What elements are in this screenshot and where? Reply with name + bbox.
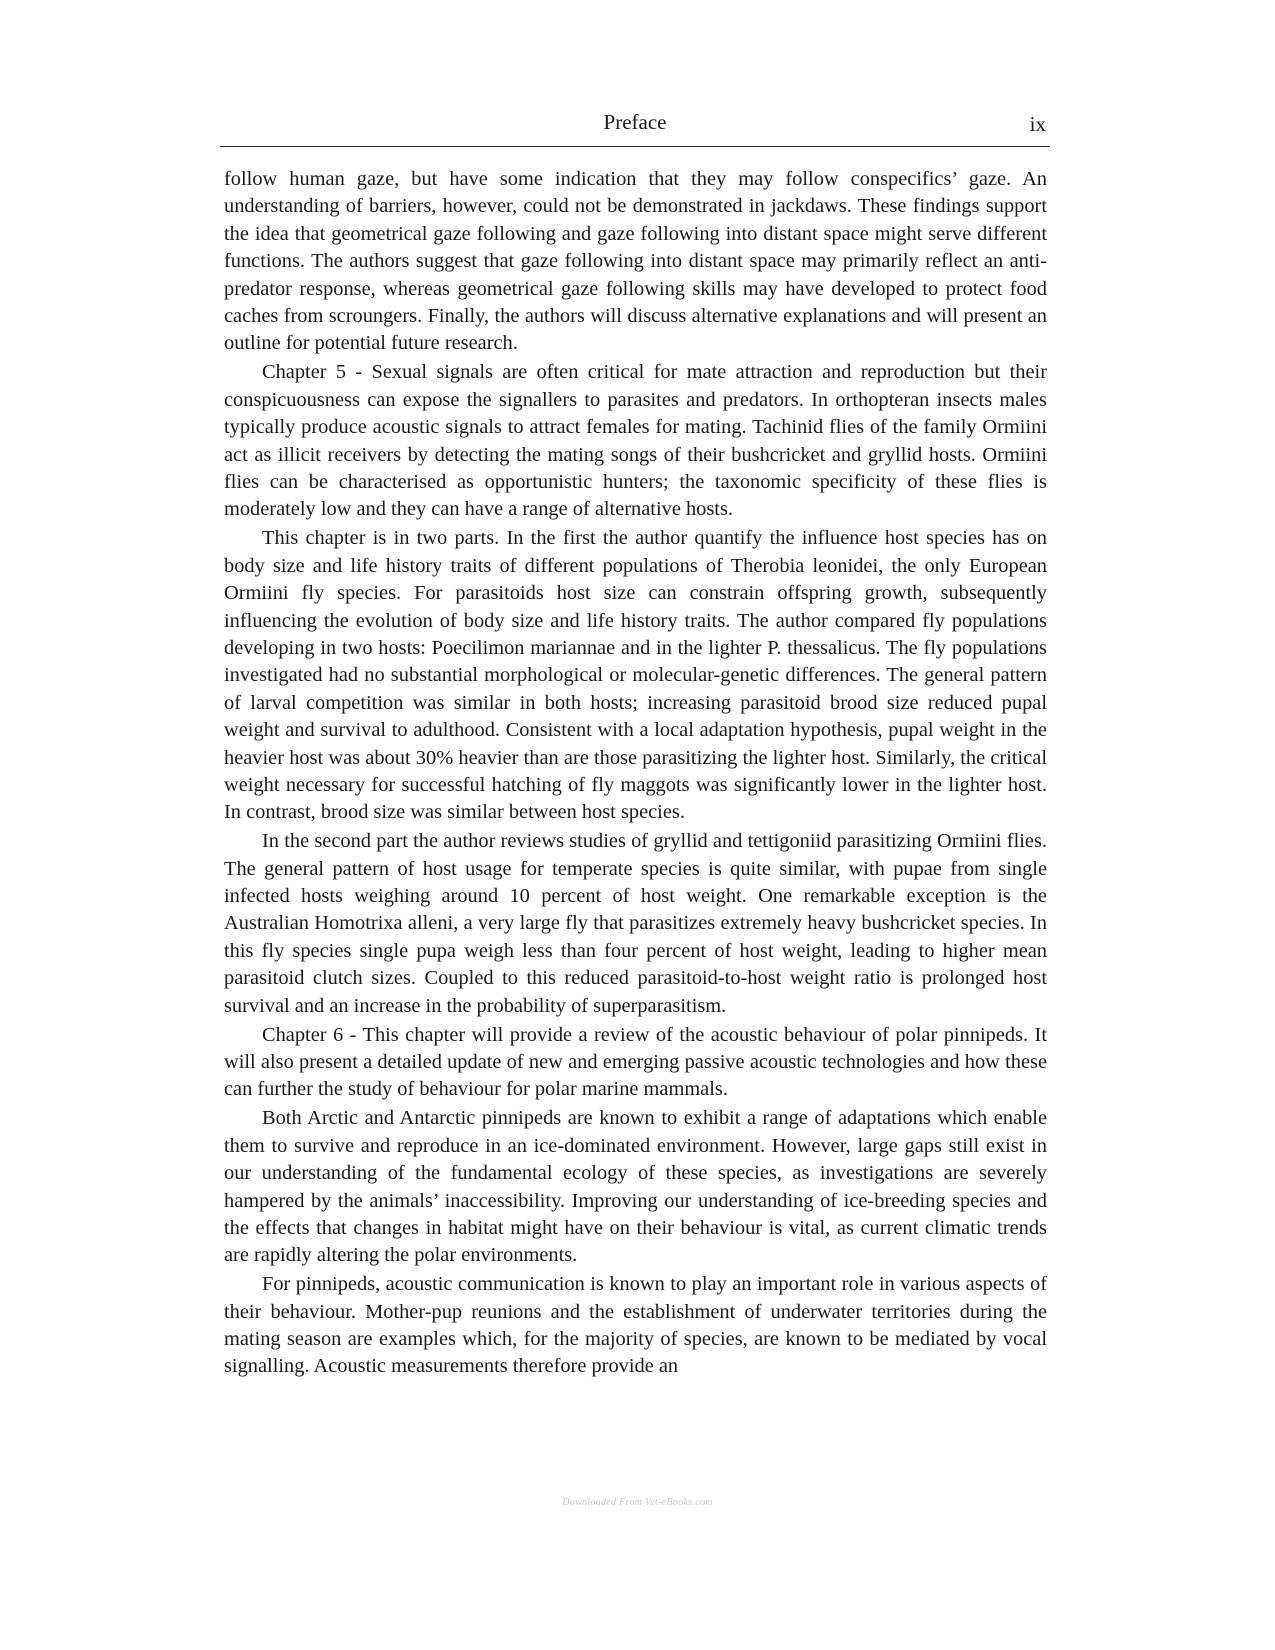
paragraph-chapter-6: Chapter 6 - This chapter will provide a review of the acoustic behaviour of polar pinnipeds. It will also present a detailed update of new and emerging passive acoustic technologies and how these can further the study of behaviour for polar marine mammals.	[224, 1023, 1047, 1101]
paragraph-chapter-5-part-one: This chapter is in two parts. In the first the author quantify the influence host species has on body size and life history traits of different populations of Therobia leonidei, the only European Ormiini fly species. For parasitoids host size can constrain offspring growth, subsequently influencing the evolution of body size and life history traits. The author compared fly populations developing in two hosts: Poecilimon mariannae and in the lighter P. thessalicus. The fly populations investigated had no substantial morphological or molecular-genetic differences. The general pattern of larval competition was similar in both hosts; increasing parasitoid brood size reduced pupal weight and survival to adulthood. Consistent with a local adaptation hypothesis, pupal weight in the heavier host was about 30% heavier than are those parasitizing the lighter host. Similarly, the critical weight necessary for successful hatching of fly maggots was significantly lower in the lighter host. In contrast, brood size was similar between host species.	[224, 527, 1047, 824]
running-header	[220, 106, 1050, 147]
download-watermark: Downloaded From Vet-eBooks.com	[562, 1497, 713, 1508]
page-number: ix	[1029, 112, 1046, 136]
paragraph-acoustic-communication: For pinnipeds, acoustic communication is known to play an important role in various aspects of their behaviour. Mother-pup reunions and the establishment of underwater territories during the mating season are examples which, for the majority of species, are known to be mediated by vocal signalling. Acoustic measurements therefore provide an	[224, 1273, 1047, 1378]
body-text	[224, 166, 1047, 1382]
paragraph-gaze-following-continued: follow human gaze, but have some indication that they may follow conspecifics’ gaze. An understanding of barriers, however, could not be demonstrated in jackdaws. These findings support the idea that geometrical gaze following and gaze following into distant space might serve different functions. The authors suggest that gaze following into distant space may primarily reflect an anti-predator response, whereas geometrical gaze following skills may have developed to protect food caches from scroungers. Finally, the authors will discuss alternative explanations and will present an outline for potential future research.	[224, 168, 1047, 355]
paragraph-chapter-5: Chapter 5 - Sexual signals are often critical for mate attraction and reproduction but their conspicuousness can expose the signallers to parasites and predators. In orthopteran insects males typically produce acoustic signals to attract females for mating. Tachinid flies of the family Ormiini act as illicit receivers by detecting the mating songs of their bushcricket and gryllid hosts. Ormiini flies can be characterised as opportunistic hunters; the taxonomic specificity of these flies is moderately low and they can have a range of alternative hosts.	[224, 361, 1047, 521]
running-header-title: Preface	[603, 110, 667, 134]
paragraph-chapter-5-part-two: In the second part the author reviews studies of gryllid and tettigoniid parasitizing Ormiini flies. The general pattern of host usage for temperate species is quite similar, with pupae from single infected hosts weighing around 10 percent of host weight. One remarkable exception is the Australian Homotrixa alleni, a very large fly that parasitizes extremely heavy bushcricket species. In this fly species single pupa weigh less than four percent of host weight, leading to higher mean parasitoid clutch sizes. Coupled to this reduced parasitoid-to-host weight ratio is prolonged host survival and an increase in the probability of superparasitism.	[224, 830, 1047, 1017]
paragraph-polar-pinnipeds: Both Arctic and Antarctic pinnipeds are known to exhibit a range of adaptations which enable them to survive and reproduce in an ice-dominated environment. However, large gaps still exist in our understanding of the fundamental ecology of these species, as investigations are severely hampered by the animals’ inaccessibility. Improving our understanding of ice-breeding species and the effects that changes in habitat might have on their behaviour is vital, as current climatic trends are rapidly altering the polar environments.	[224, 1107, 1047, 1267]
